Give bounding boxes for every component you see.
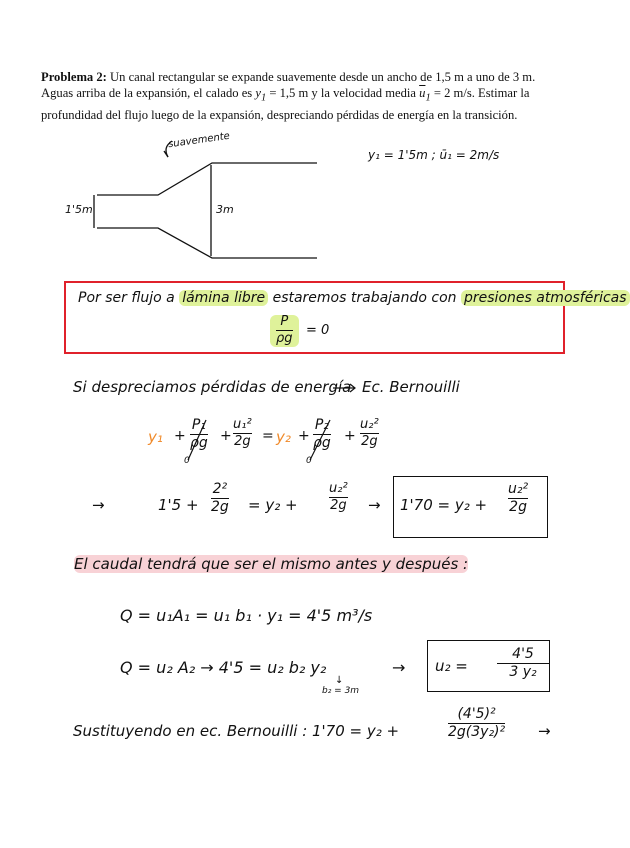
eq-frac-p2 [313, 418, 331, 452]
q2-b2-note: b₂ = 3m [322, 686, 360, 696]
caudal-statement [70, 555, 472, 573]
eq-rho-g-2: ρg [313, 435, 331, 452]
var-y: y [255, 86, 261, 100]
var-u: $\overline{u}$ [419, 86, 426, 100]
step2-mid: = y₂ + [248, 496, 298, 514]
pressure-equals-zero: = 0 [306, 323, 330, 338]
step2-den2: 2g [211, 499, 229, 516]
sketch-top-wall [97, 163, 317, 195]
pressure-fraction [270, 315, 299, 347]
u2-box-num: 4'5 [512, 646, 534, 662]
step2-arrow-2: → [368, 496, 381, 514]
sketch-width-left: 1'5m [65, 203, 93, 216]
pressure-frac-num: P [280, 314, 289, 329]
substitution-num: (4'5)² [457, 706, 496, 722]
step2-boxed-frac [508, 482, 528, 516]
eq-p1: P₁ [191, 417, 206, 433]
u2-box-den: 3 y₂ [509, 664, 537, 681]
red-box-line [78, 290, 630, 306]
eq-2g-1: 2g [234, 434, 251, 450]
q2-down-arrow: ↓ [335, 675, 344, 686]
problem-heading: Problema 2: [41, 70, 107, 84]
sketch-given-values: y₁ = 1'5m ; ū₁ = 2m/s [368, 148, 500, 162]
sketch-bottom-wall [97, 228, 317, 258]
red-box-text-3: estaremos trabajando con [272, 290, 457, 306]
step2-boxed-den: 2g [509, 499, 527, 516]
red-box-highlight-2: presiones atmosféricas [461, 290, 630, 306]
step2-arrow: → [92, 496, 105, 514]
eq-frac-u2 [360, 418, 379, 450]
eq-u2: u₂² [360, 417, 379, 432]
eq-rho-g-1: ρg [190, 435, 208, 452]
q1-equation: Q = u₁A₁ = u₁ b₁ · y₁ = 4'5 m³/s [120, 606, 373, 625]
sketch-width-right: 3m [216, 203, 234, 216]
step2-boxed-lhs: 1'70 = y₂ + [400, 496, 488, 514]
eq-y1: y₁ [148, 428, 163, 446]
var-u-sub: 1 [425, 92, 431, 104]
step2-num2: 2² [212, 481, 228, 497]
eq-u1: u₁² [233, 417, 252, 432]
eq-plus-4: + [344, 428, 356, 444]
bernoulli-intro: Si despreciamos pérdidas de energía [73, 378, 352, 396]
eq-frac-p1 [190, 418, 208, 452]
eq-y2: y₂ [276, 428, 291, 446]
substitution-text: Sustituyendo en ec. Bernouilli : 1'70 = y₂ + [73, 722, 400, 740]
step2-den-u2: 2g [330, 498, 347, 514]
eq-frac-u1 [233, 418, 252, 450]
problem-text-2: = 1,5 m y la velocidad media [266, 86, 420, 100]
eq-2g-2: 2g [361, 434, 378, 450]
problem-text-3: = 2 m/s. Estimar la profundidad del flujo luego de la expansión, despreciando pérdidas de energía en la transición. [41, 86, 530, 122]
substitution-arrow: → [538, 722, 551, 740]
substitution-frac [448, 707, 505, 741]
u2-box-lhs: u₂ = [435, 657, 468, 675]
eq-p2: P₂ [314, 417, 329, 433]
var-y-sub: 1 [260, 92, 267, 104]
step2-frac-2 [329, 482, 348, 514]
caudal-highlight: El caudal tendrá que ser el mismo antes y después : [74, 555, 469, 573]
eq-plus-3: + [298, 428, 310, 444]
bernoulli-name: Ec. Bernouilli [362, 378, 460, 396]
red-box-text-1: Por ser flujo a [78, 290, 175, 306]
step2-lhs: 1'5 + [158, 496, 199, 514]
substitution-den: 2g(3y₂)² [448, 724, 506, 741]
step2-boxed-num: u₂² [508, 481, 529, 497]
q2-arrow: → [392, 658, 406, 677]
q2-equation: Q = u₂ A₂ → 4'5 = u₂ b₂ y₂ [120, 658, 327, 677]
eq-plus-2: + [220, 428, 232, 444]
eq-equals: = [262, 428, 274, 444]
step2-num-u2: u₂² [329, 481, 348, 496]
step2-frac-1 [211, 482, 229, 516]
red-box-highlight-1: lámina libre [179, 290, 268, 306]
eq-zero-1: 0 [184, 456, 190, 466]
eq-zero-2: 0 [306, 456, 312, 466]
u2-box-frac [497, 647, 549, 681]
sketch-note: suavemente [167, 130, 231, 151]
eq-plus-1: + [174, 428, 186, 444]
pressure-frac-den: ρg [276, 331, 293, 347]
problem-text-1: Un canal rectangular se expande suavemente desde un ancho de 1,5 m a uno de 3 m. Aguas arriba de la expansión, el calado es [41, 70, 536, 100]
